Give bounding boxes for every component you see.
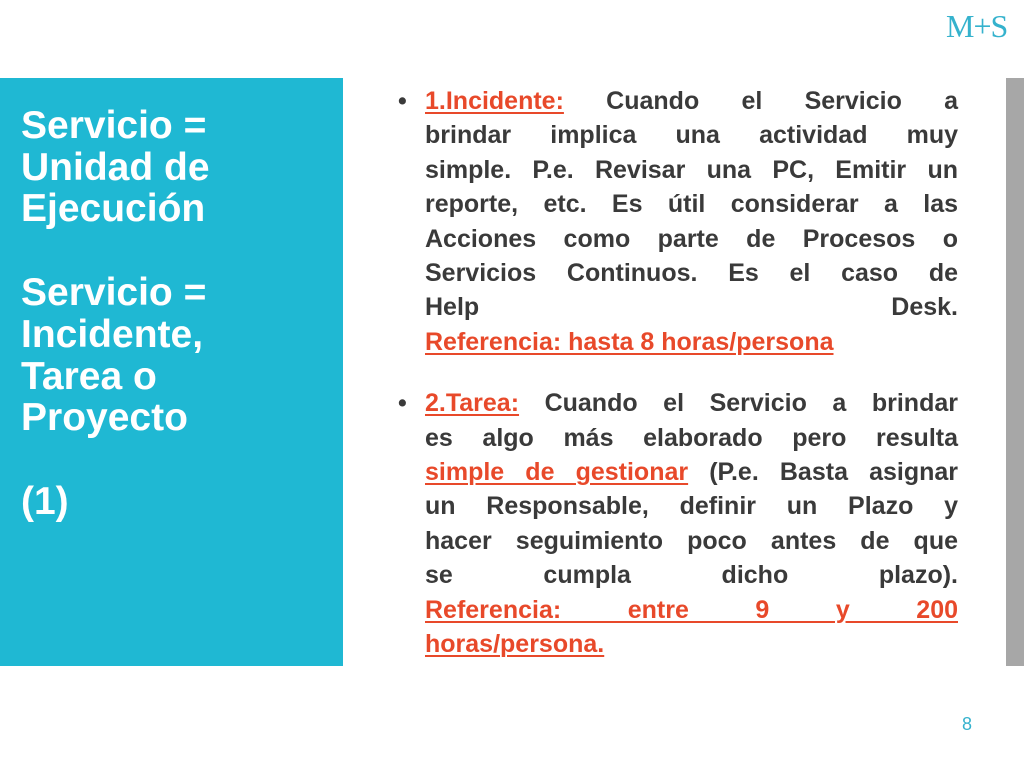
bullet-list: [398, 84, 958, 662]
brand-logo: M+S: [946, 8, 1008, 44]
title-gap: [21, 230, 321, 272]
bullet-text: [425, 386, 958, 661]
page-number: 8: [962, 714, 973, 734]
tarea-reference: Referencia: entre 9 y 200: [425, 595, 958, 624]
text-line: [425, 84, 958, 118]
title-line: Servicio =: [21, 104, 207, 147]
tarea-reference-cont: horas/persona.: [425, 630, 605, 659]
title-line: Incidente,: [21, 312, 204, 356]
text-line: brindar implica una actividad muy: [425, 121, 958, 150]
text-line: un Responsable, definir un Plazo y: [425, 492, 958, 521]
text-line: Servicios Continuos. Es el caso de: [425, 259, 958, 288]
text-line: hacer seguimiento poco antes de que: [425, 526, 958, 555]
tarea-highlight: simple de gestionar: [425, 458, 689, 487]
bullet-marker: •: [398, 389, 407, 418]
incidente-label: 1.Incidente:: [425, 87, 564, 115]
bullet-item-tarea: [398, 386, 958, 661]
text-line: se cumpla dicho plazo).: [425, 561, 958, 590]
title-gap: [21, 439, 321, 481]
text-fragment: Cuando el Servicio a brindar: [519, 389, 958, 418]
text-line: [425, 386, 958, 420]
bullet-marker: •: [398, 87, 407, 115]
title-line: Unidad de: [21, 145, 210, 189]
text-line: reporte, etc. Es útil considerar a las: [425, 190, 958, 219]
title-line: Servicio =: [21, 271, 207, 315]
bullet-text: [425, 84, 958, 359]
title-line: Proyecto: [21, 396, 188, 440]
title-line: Ejecución: [21, 187, 206, 231]
text-line: Acciones como parte de Procesos o: [425, 224, 958, 253]
text-line: simple. P.e. Revisar una PC, Emitir un: [425, 155, 958, 184]
right-accent-bar: [1006, 78, 1024, 666]
text-fragment: (P.e. Basta asignar: [688, 458, 958, 487]
bullet-item-incidente: [398, 84, 958, 359]
tarea-label: 2.Tarea:: [425, 389, 520, 418]
text-line: [425, 325, 958, 359]
text-line: Help Desk.: [425, 293, 958, 322]
text-fragment: Cuando el Servicio a: [563, 87, 958, 115]
slide-title: [21, 105, 321, 523]
title-line: (1): [21, 480, 69, 524]
title-line: Tarea o: [21, 354, 157, 398]
incidente-reference: Referencia: hasta 8 horas/persona: [425, 327, 834, 356]
text-line: [425, 455, 958, 489]
text-line: [425, 593, 958, 627]
text-line: es algo más elaborado pero resulta: [425, 423, 958, 452]
text-line: [425, 627, 958, 661]
